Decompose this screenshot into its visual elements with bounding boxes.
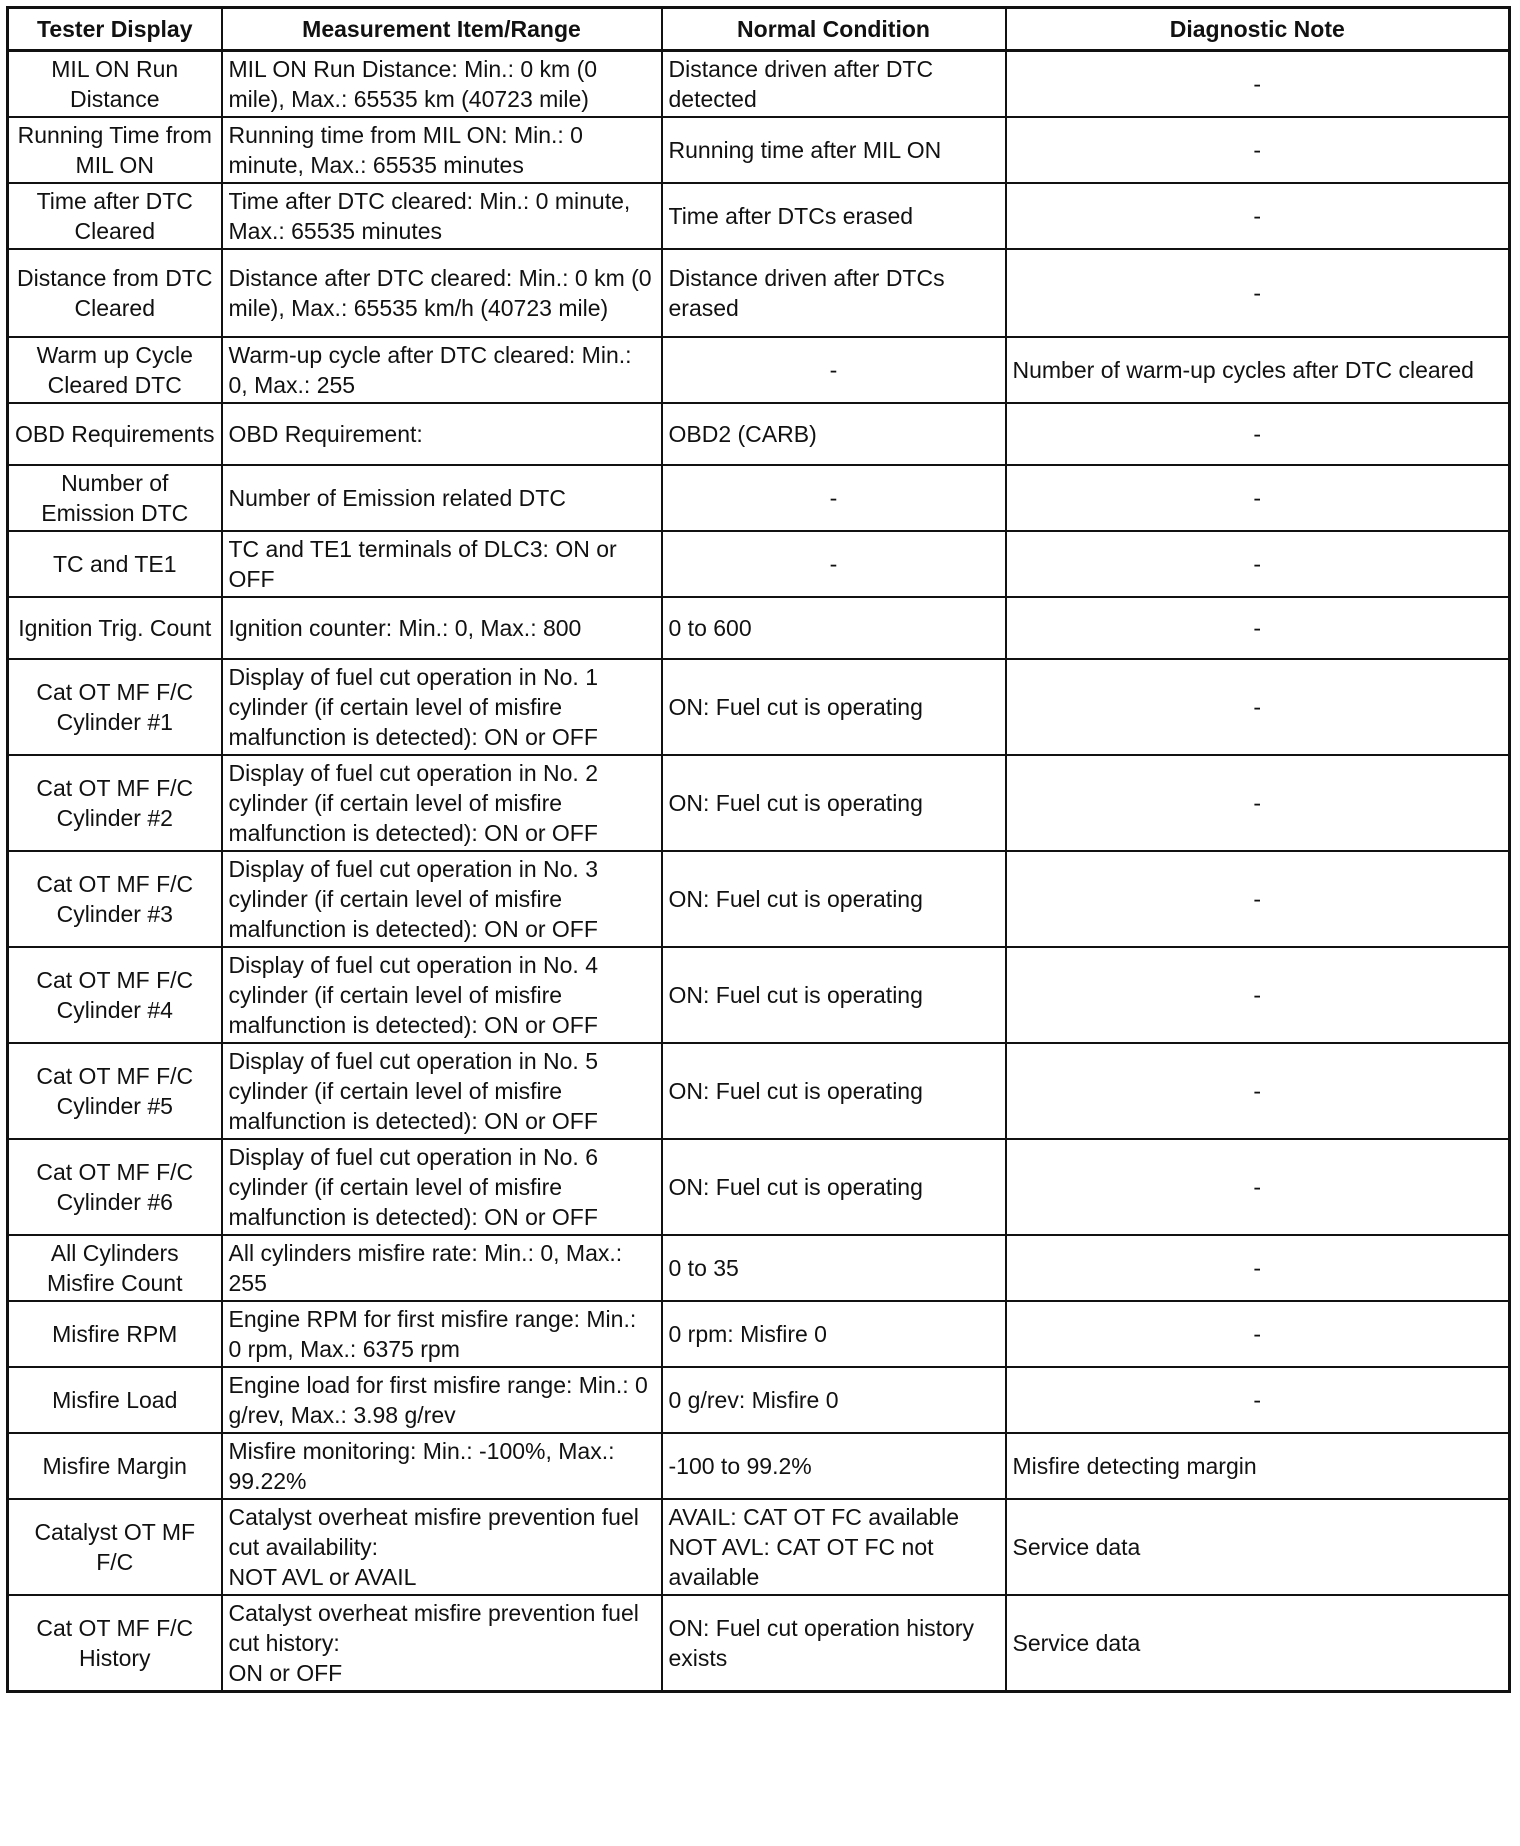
- diagnostic-note-cell: Misfire detecting margin: [1006, 1433, 1510, 1499]
- table-row: [8, 1235, 1510, 1301]
- normal-condition-cell: ON: Fuel cut is operating: [662, 659, 1006, 755]
- table-row: [8, 249, 1510, 337]
- normal-condition-cell: ON: Fuel cut is operating: [662, 1043, 1006, 1139]
- table-row: [8, 597, 1510, 659]
- measurement-item-cell: Catalyst overheat misfire prevention fuel cut history: ON or OFF: [222, 1595, 662, 1692]
- diagnostic-note-cell: -: [1006, 1367, 1510, 1433]
- tester-display-cell: MIL ON Run Distance: [8, 51, 222, 118]
- tester-display-cell: All Cylinders Misfire Count: [8, 1235, 222, 1301]
- table-row: [8, 1301, 1510, 1367]
- tester-display-cell: Cat OT MF F/C Cylinder #1: [8, 659, 222, 755]
- diagnostic-note-cell: -: [1006, 755, 1510, 851]
- diagnostic-note-cell: -: [1006, 183, 1510, 249]
- measurement-item-cell: Display of fuel cut operation in No. 4 cylinder (if certain level of misfire malfunction is detected): ON or OFF: [222, 947, 662, 1043]
- normal-condition-cell: 0 g/rev: Misfire 0: [662, 1367, 1006, 1433]
- table-row: [8, 947, 1510, 1043]
- diagnostic-note-cell: Service data: [1006, 1499, 1510, 1595]
- header-normal-condition: Normal Condition: [662, 8, 1006, 51]
- normal-condition-cell: ON: Fuel cut is operating: [662, 1139, 1006, 1235]
- normal-condition-cell: 0 to 600: [662, 597, 1006, 659]
- table-row: [8, 1367, 1510, 1433]
- header-diagnostic-note: Diagnostic Note: [1006, 8, 1510, 51]
- diagnostic-note-cell: -: [1006, 597, 1510, 659]
- tester-display-cell: Ignition Trig. Count: [8, 597, 222, 659]
- tester-display-cell: Running Time from MIL ON: [8, 117, 222, 183]
- measurement-item-cell: Misfire monitoring: Min.: -100%, Max.: 99.22%: [222, 1433, 662, 1499]
- measurement-item-cell: Display of fuel cut operation in No. 2 cylinder (if certain level of misfire malfunction is detected): ON or OFF: [222, 755, 662, 851]
- diagnostic-note-cell: -: [1006, 51, 1510, 118]
- data-list-table: [6, 6, 1511, 1693]
- measurement-item-cell: TC and TE1 terminals of DLC3: ON or OFF: [222, 531, 662, 597]
- normal-condition-cell: Distance driven after DTCs erased: [662, 249, 1006, 337]
- diagnostic-note-cell: -: [1006, 531, 1510, 597]
- diagnostic-note-cell: -: [1006, 1235, 1510, 1301]
- measurement-item-cell: Display of fuel cut operation in No. 3 cylinder (if certain level of misfire malfunction is detected): ON or OFF: [222, 851, 662, 947]
- measurement-item-cell: Engine load for first misfire range: Min.: 0 g/rev, Max.: 3.98 g/rev: [222, 1367, 662, 1433]
- normal-condition-cell: ON: Fuel cut is operating: [662, 755, 1006, 851]
- normal-condition-cell: -: [662, 337, 1006, 403]
- normal-condition-cell: -: [662, 465, 1006, 531]
- normal-condition-cell: -100 to 99.2%: [662, 1433, 1006, 1499]
- table-row: [8, 755, 1510, 851]
- table-row: [8, 1043, 1510, 1139]
- measurement-item-cell: Number of Emission related DTC: [222, 465, 662, 531]
- tester-display-cell: Time after DTC Cleared: [8, 183, 222, 249]
- table-row: [8, 183, 1510, 249]
- normal-condition-cell: 0 to 35: [662, 1235, 1006, 1301]
- tester-display-cell: Cat OT MF F/C Cylinder #3: [8, 851, 222, 947]
- diagnostic-note-cell: -: [1006, 1139, 1510, 1235]
- measurement-item-cell: Display of fuel cut operation in No. 6 cylinder (if certain level of misfire malfunction is detected): ON or OFF: [222, 1139, 662, 1235]
- tester-display-cell: Number of Emission DTC: [8, 465, 222, 531]
- measurement-item-cell: Engine RPM for first misfire range: Min.: 0 rpm, Max.: 6375 rpm: [222, 1301, 662, 1367]
- diagnostic-note-cell: -: [1006, 1301, 1510, 1367]
- tester-display-cell: Cat OT MF F/C Cylinder #2: [8, 755, 222, 851]
- table-row: [8, 1499, 1510, 1595]
- table-row: [8, 659, 1510, 755]
- diagnostic-note-cell: -: [1006, 851, 1510, 947]
- diagnostic-note-cell: Number of warm-up cycles after DTC cleared: [1006, 337, 1510, 403]
- table-row: [8, 1433, 1510, 1499]
- normal-condition-cell: Time after DTCs erased: [662, 183, 1006, 249]
- measurement-item-cell: All cylinders misfire rate: Min.: 0, Max.: 255: [222, 1235, 662, 1301]
- measurement-item-cell: MIL ON Run Distance: Min.: 0 km (0 mile), Max.: 65535 km (40723 mile): [222, 51, 662, 118]
- tester-display-cell: OBD Requirements: [8, 403, 222, 465]
- tester-display-cell: Distance from DTC Cleared: [8, 249, 222, 337]
- table-row: [8, 337, 1510, 403]
- table-row: [8, 531, 1510, 597]
- normal-condition-cell: ON: Fuel cut is operating: [662, 851, 1006, 947]
- normal-condition-cell: Distance driven after DTC detected: [662, 51, 1006, 118]
- table-row: [8, 465, 1510, 531]
- diagnostic-note-cell: -: [1006, 249, 1510, 337]
- table-row: [8, 851, 1510, 947]
- measurement-item-cell: Warm-up cycle after DTC cleared: Min.: 0, Max.: 255: [222, 337, 662, 403]
- normal-condition-cell: AVAIL: CAT OT FC available NOT AVL: CAT OT FC not available: [662, 1499, 1006, 1595]
- table-row: [8, 1139, 1510, 1235]
- diagnostic-note-cell: -: [1006, 1043, 1510, 1139]
- diagnostic-note-cell: -: [1006, 117, 1510, 183]
- tester-display-cell: Cat OT MF F/C Cylinder #6: [8, 1139, 222, 1235]
- normal-condition-cell: Running time after MIL ON: [662, 117, 1006, 183]
- tester-display-cell: Misfire RPM: [8, 1301, 222, 1367]
- table-row: [8, 403, 1510, 465]
- tester-display-cell: Misfire Margin: [8, 1433, 222, 1499]
- measurement-item-cell: Running time from MIL ON: Min.: 0 minute, Max.: 65535 minutes: [222, 117, 662, 183]
- tester-display-cell: TC and TE1: [8, 531, 222, 597]
- tester-display-cell: Cat OT MF F/C Cylinder #4: [8, 947, 222, 1043]
- tester-display-cell: Misfire Load: [8, 1367, 222, 1433]
- table-body: [8, 51, 1510, 1692]
- measurement-item-cell: Ignition counter: Min.: 0, Max.: 800: [222, 597, 662, 659]
- normal-condition-cell: OBD2 (CARB): [662, 403, 1006, 465]
- tester-display-cell: Cat OT MF F/C History: [8, 1595, 222, 1692]
- normal-condition-cell: ON: Fuel cut is operating: [662, 947, 1006, 1043]
- header-measurement-item: Measurement Item/Range: [222, 8, 662, 51]
- normal-condition-cell: -: [662, 531, 1006, 597]
- diagnostic-note-cell: -: [1006, 659, 1510, 755]
- table-row: [8, 117, 1510, 183]
- normal-condition-cell: ON: Fuel cut operation history exists: [662, 1595, 1006, 1692]
- normal-condition-cell: 0 rpm: Misfire 0: [662, 1301, 1006, 1367]
- header-tester-display: Tester Display: [8, 8, 222, 51]
- diagnostic-note-cell: -: [1006, 465, 1510, 531]
- tester-display-cell: Warm up Cycle Cleared DTC: [8, 337, 222, 403]
- measurement-item-cell: Distance after DTC cleared: Min.: 0 km (0 mile), Max.: 65535 km/h (40723 mile): [222, 249, 662, 337]
- tester-display-cell: Cat OT MF F/C Cylinder #5: [8, 1043, 222, 1139]
- measurement-item-cell: Display of fuel cut operation in No. 5 cylinder (if certain level of misfire malfunction is detected): ON or OFF: [222, 1043, 662, 1139]
- table-row: [8, 51, 1510, 118]
- header-row: [8, 8, 1510, 51]
- diagnostic-note-cell: Service data: [1006, 1595, 1510, 1692]
- table-row: [8, 1595, 1510, 1692]
- measurement-item-cell: Display of fuel cut operation in No. 1 cylinder (if certain level of misfire malfunction is detected): ON or OFF: [222, 659, 662, 755]
- measurement-item-cell: OBD Requirement:: [222, 403, 662, 465]
- measurement-item-cell: Catalyst overheat misfire prevention fuel cut availability: NOT AVL or AVAIL: [222, 1499, 662, 1595]
- diagnostic-note-cell: -: [1006, 947, 1510, 1043]
- diagnostic-note-cell: -: [1006, 403, 1510, 465]
- measurement-item-cell: Time after DTC cleared: Min.: 0 minute, Max.: 65535 minutes: [222, 183, 662, 249]
- tester-display-cell: Catalyst OT MF F/C: [8, 1499, 222, 1595]
